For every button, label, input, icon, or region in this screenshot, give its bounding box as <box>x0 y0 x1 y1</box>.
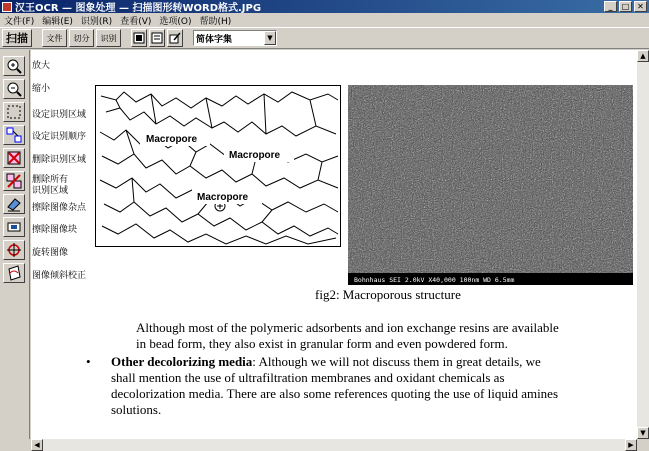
title-bar <box>0 0 649 13</box>
erase-block-button[interactable] <box>3 217 25 237</box>
scan-button[interactable]: 扫描 <box>2 29 32 47</box>
zoom-in-button[interactable] <box>3 56 25 76</box>
edit-view-icon[interactable] <box>167 29 183 47</box>
app-icon <box>2 2 12 12</box>
macropore-diagram <box>95 85 341 247</box>
macropore-label-2: Macropore <box>229 150 281 161</box>
menu-help[interactable]: 帮助(H) <box>199 16 232 27</box>
tool-label-select-region: 设定识别区域 <box>32 110 87 120</box>
figure-caption: fig2: Macroporous structure <box>315 287 461 302</box>
select-region-icon <box>6 104 22 120</box>
tool-label-rotate: 旋转图像 <box>32 248 69 258</box>
paragraph-line-2: in bead form, they also exist in granular form and even powdered form. <box>136 336 508 351</box>
zoom-out-icon <box>6 81 22 97</box>
scroll-right-icon[interactable]: ▶ <box>625 439 637 451</box>
image-view-icon[interactable] <box>131 29 147 47</box>
rotate-button[interactable] <box>3 240 25 260</box>
bullet-line-4: solutions. <box>111 402 162 417</box>
maximize-button[interactable]: □ <box>619 1 632 12</box>
text-view-icon[interactable] <box>149 29 165 47</box>
eraser-button[interactable] <box>3 194 25 214</box>
window-title: 汉王OCR — 图象处理 — 扫描图形转WORD格式.JPG <box>15 3 262 14</box>
minimize-button[interactable]: _ <box>604 1 617 12</box>
menu-edit[interactable]: 编辑(E) <box>42 16 73 27</box>
tool-label-zoom-out: 缩小 <box>32 84 51 94</box>
erase-block-icon <box>6 219 22 235</box>
menu-view[interactable]: 查看(V) <box>120 16 152 27</box>
zoom-in-icon <box>6 58 22 74</box>
toolbar <box>0 27 649 49</box>
tool-label-delete-region: 删除识别区域 <box>32 155 87 165</box>
bullet-line-3: decolorization media. There are also some references quoting the use of liquid amines <box>111 386 559 401</box>
menu-file[interactable]: 文件(F) <box>4 16 35 27</box>
document-area[interactable] <box>31 50 637 439</box>
bullet-line-2: shall mention the use of ultrafiltration membranes and oxidant chemicals as <box>111 370 505 385</box>
select-region-button[interactable] <box>3 102 25 122</box>
scroll-up-icon[interactable]: ▲ <box>637 50 649 62</box>
menu-recognize[interactable]: 识别(R) <box>80 16 113 27</box>
delete-all-icon <box>6 173 22 189</box>
bullet-heading: Other decolorizing media <box>111 354 253 369</box>
deskew-button[interactable] <box>3 263 25 283</box>
delete-region-button[interactable] <box>3 148 25 168</box>
zoom-out-button[interactable] <box>3 79 25 99</box>
sem-info-bar: Bohnhaus SEI 2.0kV X40,000 100nm WD 6.5mm <box>354 276 515 284</box>
tool-label-delete-all: 删除所有识别区域 <box>32 175 69 196</box>
tool-palette <box>0 50 30 439</box>
paragraph-line-1: Although most of the polymeric adsorbents and ion exchange resins are available <box>136 320 559 335</box>
recognize-button[interactable]: 识别 <box>96 29 121 47</box>
delete-all-button[interactable] <box>3 171 25 191</box>
delete-region-icon <box>6 150 22 166</box>
split-button[interactable]: 切分 <box>69 29 94 47</box>
tool-label-erase-block: 擦除图像块 <box>32 225 78 235</box>
tool-label-deskew: 图像倾斜校正 <box>32 271 87 281</box>
scroll-left-icon[interactable]: ◀ <box>31 439 43 451</box>
menu-bar <box>0 13 649 27</box>
scrollbar-corner <box>637 439 649 451</box>
order-icon <box>6 127 22 143</box>
tool-label-eraser: 擦除图像杂点 <box>32 203 87 213</box>
tool-label-order: 设定识别顺序 <box>32 132 87 142</box>
bullet-line-1 <box>111 354 541 370</box>
vertical-scrollbar[interactable] <box>637 50 649 439</box>
macropore-label-3: Macropore <box>197 192 249 203</box>
deskew-icon <box>6 265 22 281</box>
sem-micrograph <box>348 85 633 285</box>
bullet-marker: • <box>86 354 91 369</box>
close-button[interactable]: ✕ <box>634 1 647 12</box>
charset-select[interactable] <box>193 30 277 46</box>
horizontal-scrollbar[interactable] <box>31 439 637 451</box>
macropore-label-1: Macropore <box>146 134 198 145</box>
eraser-icon <box>6 196 22 212</box>
charset-select-value: 简体字集 <box>196 34 233 45</box>
rotate-icon <box>6 242 22 258</box>
chevron-down-icon[interactable]: ▼ <box>264 31 276 45</box>
tool-label-zoom-in: 放大 <box>32 61 51 71</box>
order-button[interactable] <box>3 125 25 145</box>
menu-options[interactable]: 选项(O) <box>159 16 192 27</box>
scroll-down-icon[interactable]: ▼ <box>637 427 649 439</box>
bullet-line-1-text: : Although we will not discuss them in great details, we <box>252 354 541 369</box>
file-button[interactable]: 文件 <box>42 29 67 47</box>
